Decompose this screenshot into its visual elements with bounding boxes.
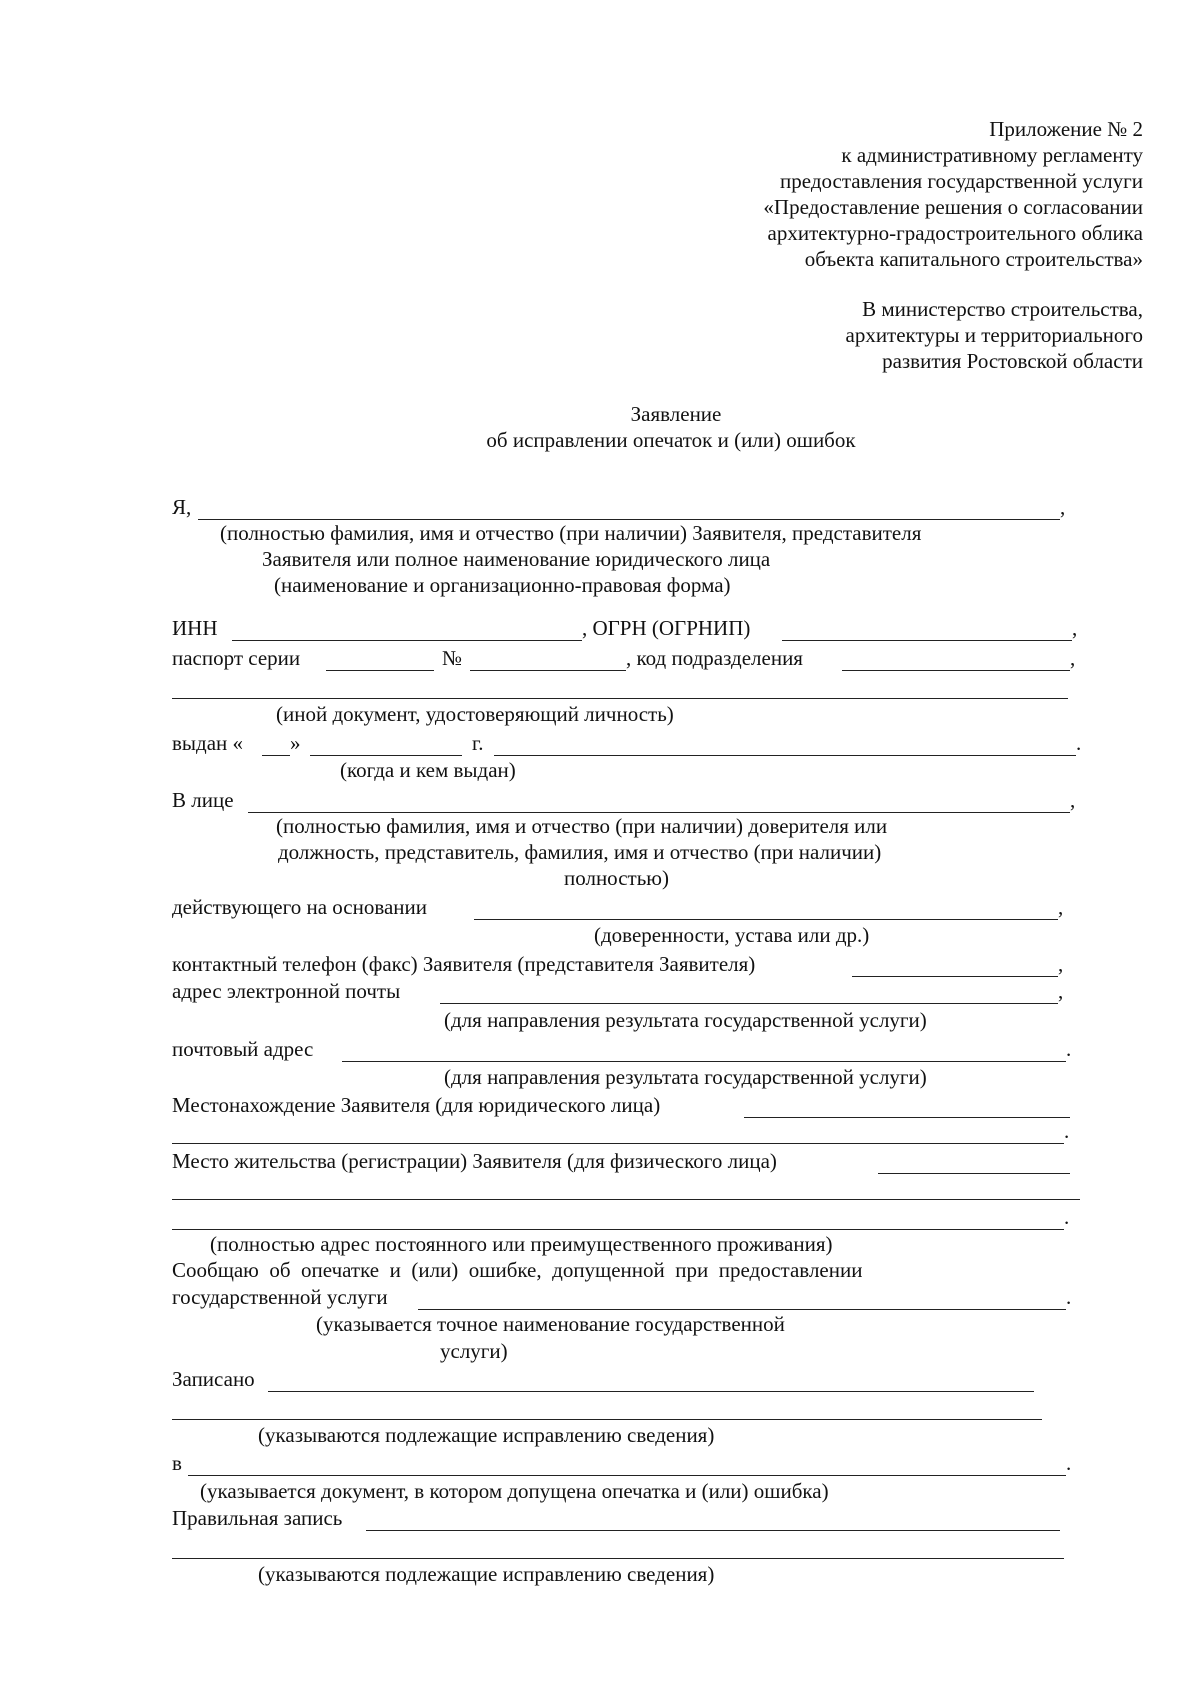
issued-day-field[interactable] [262, 755, 290, 756]
in-label: в [172, 1451, 182, 1475]
recorded-field[interactable] [268, 1391, 1034, 1392]
addressee-line: архитектуры и территориального [845, 323, 1143, 347]
period: . [1064, 1119, 1070, 1143]
comma: , [1070, 788, 1076, 812]
inn-label: ИНН [172, 616, 218, 640]
acting-label: действующего на основании [172, 895, 428, 919]
residence-field-continued[interactable] [172, 1199, 1080, 1200]
comma: , [1072, 616, 1078, 640]
division-code-field[interactable] [842, 670, 1070, 671]
passport-label: паспорт серии [172, 646, 301, 670]
hint-correction: (указываются подлежащие исправлению сведения) [258, 1562, 715, 1586]
location-label: Местонахождение Заявителя (для юридического лица) [172, 1093, 661, 1117]
header-line: архитектурно-градостроительного облика [767, 221, 1143, 245]
correct-entry-field-continued[interactable] [172, 1558, 1064, 1559]
service-name-field[interactable] [418, 1309, 1066, 1310]
issued-by-field[interactable] [494, 755, 1076, 756]
header-line: «Предоставление решения о согласовании [763, 195, 1143, 219]
hint-result: (для направления результата государственной услуги) [444, 1008, 927, 1032]
period: . [1064, 1205, 1070, 1229]
passport-series-field[interactable] [326, 670, 434, 671]
number-label: № [442, 646, 463, 670]
email-label: адрес электронной почты [172, 979, 401, 1003]
header-line: объекта капитального строительства» [804, 247, 1143, 271]
hint-issued: (когда и кем выдан) [340, 758, 516, 782]
period: . [1066, 1285, 1072, 1309]
hint-service: (указывается точное наименование государственной [316, 1312, 785, 1336]
residence-label: Место жительства (регистрации) Заявителя (для физического лица) [172, 1149, 777, 1173]
issued-month-field[interactable] [310, 755, 462, 756]
hint-applicant: (полностью фамилия, имя и отчество (при наличии) Заявителя, представителя [220, 521, 922, 545]
hint-principal: (полностью фамилия, имя и отчество (при наличии) доверителя или [276, 814, 888, 838]
acting-basis-field[interactable] [474, 919, 1058, 920]
hint-correction: (указываются подлежащие исправлению сведения) [258, 1423, 715, 1447]
on-behalf-label: В лице [172, 788, 234, 812]
hint-basis: (доверенности, устава или др.) [594, 923, 870, 947]
header-line: предоставления государственной услуги [780, 169, 1143, 193]
period: . [1076, 731, 1082, 755]
other-document-field[interactable] [172, 698, 1068, 699]
report-line: государственной услуги [172, 1285, 388, 1309]
i-label: Я, [172, 495, 192, 519]
header-line: к административному регламенту [841, 143, 1143, 167]
period: . [1066, 1451, 1072, 1475]
comma: , [1058, 895, 1064, 919]
recorded-field-continued[interactable] [172, 1419, 1042, 1420]
residence-field-continued[interactable] [172, 1229, 1064, 1230]
passport-number-field[interactable] [470, 670, 626, 671]
report-line: Сообщаю об опечатке и (или) ошибке, допущенной при предоставлении [172, 1258, 863, 1282]
correct-entry-field[interactable] [366, 1530, 1060, 1531]
email-field[interactable] [440, 1003, 1058, 1004]
document-field[interactable] [188, 1475, 1066, 1476]
postal-label: почтовый адрес [172, 1037, 314, 1061]
correct-label: Правильная запись [172, 1506, 343, 1530]
postal-address-field[interactable] [342, 1061, 1066, 1062]
year-label: г. [472, 731, 484, 755]
comma: , [1058, 952, 1064, 976]
comma: , [1070, 646, 1076, 670]
ogrn-field[interactable] [782, 640, 1072, 641]
residence-field[interactable] [878, 1173, 1070, 1174]
addressee-line: В министерство строительства, [862, 297, 1143, 321]
hint-applicant: Заявителя или полное наименование юридического лица [262, 547, 771, 571]
document-title: Заявление [630, 402, 722, 426]
hint-address: (полностью адрес постоянного или преимущественного проживания) [210, 1232, 833, 1256]
hint-principal: полностью) [564, 866, 669, 890]
comma: , [1058, 979, 1064, 1003]
hint-principal: должность, представитель, фамилия, имя и отчество (при наличии) [278, 840, 882, 864]
location-field-continued[interactable] [172, 1143, 1064, 1144]
hint-service: услуги) [440, 1339, 508, 1363]
phone-field[interactable] [852, 976, 1058, 977]
location-field[interactable] [744, 1117, 1070, 1118]
appendix-number: Приложение № 2 [989, 117, 1143, 141]
recorded-label: Записано [172, 1367, 255, 1391]
hint-other-doc: (иной документ, удостоверяющий личность) [276, 702, 674, 726]
issued-quote: » [290, 731, 301, 755]
inn-field[interactable] [232, 640, 582, 641]
document-subtitle: об исправлении опечаток и (или) ошибок [486, 428, 856, 452]
comma: , [1060, 495, 1066, 519]
issued-label: выдан « [172, 731, 244, 755]
hint-result: (для направления результата государственной услуги) [444, 1065, 927, 1089]
addressee-line: развития Ростовской области [882, 349, 1143, 373]
hint-applicant: (наименование и организационно-правовая форма) [274, 573, 731, 597]
ogrn-label: , ОГРН (ОГРНИП) [582, 616, 751, 640]
period: . [1066, 1037, 1072, 1061]
hint-document: (указывается документ, в котором допущена опечатка и (или) ошибка) [200, 1479, 829, 1503]
division-label: , код подразделения [626, 646, 803, 670]
phone-label: контактный телефон (факс) Заявителя (представителя Заявителя) [172, 952, 756, 976]
